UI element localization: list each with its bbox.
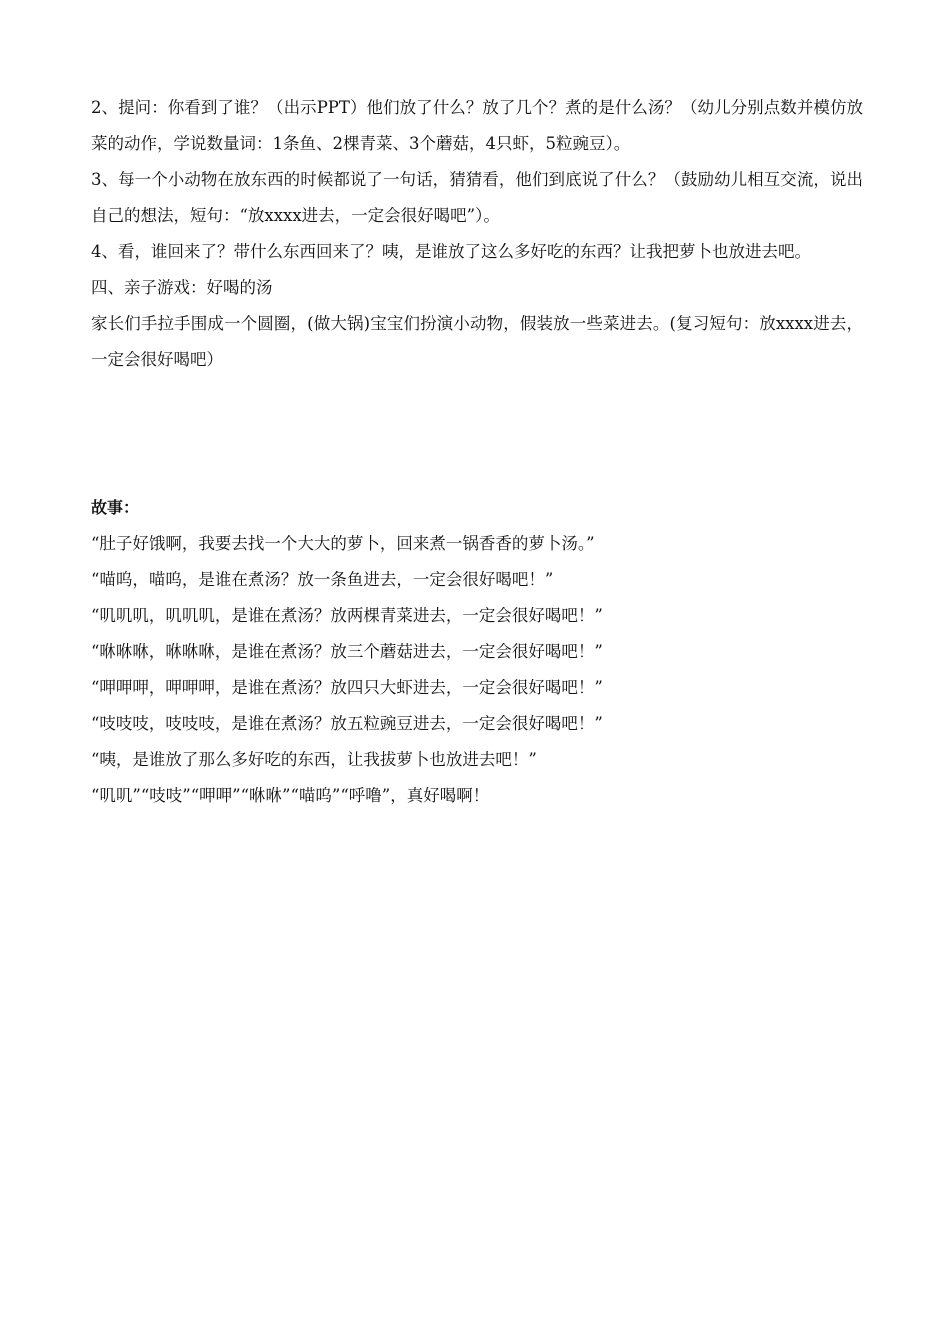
- story-line: “呷呷呷，呷呷呷，是谁在煮汤？放四只大虾进去，一定会很好喝吧！”: [91, 678, 603, 697]
- lesson-steps: [91, 90, 863, 378]
- story-section: [91, 490, 863, 814]
- step-4-return: 4、看，谁回来了？带什么东西回来了？咦，是谁放了这么多好吃的东西？让我把萝卜也放进去吧。: [91, 242, 811, 261]
- story-line: “叽叽叽，叽叽叽，是谁在煮汤？放两棵青菜进去，一定会很好喝吧！”: [91, 606, 603, 625]
- story-line: “咦，是谁放了那么多好吃的东西，让我拔萝卜也放进去吧！”: [91, 750, 537, 769]
- story-title: 故事：: [91, 498, 140, 517]
- section-4-body: 家长们手拉手围成一个圆圈，(做大锅)宝宝们扮演小动物，假装放一些菜进去。(复习短句：放xxxx进去，一定会很好喝吧）: [91, 314, 863, 369]
- story-line: “吱吱吱，吱吱吱，是谁在煮汤？放五粒豌豆进去，一定会很好喝吧！”: [91, 714, 603, 733]
- step-2-question: 2、提问：你看到了谁？（出示PPT）他们放了什么？放了几个？煮的是什么汤？（幼儿分别点数并模仿放菜的动作，学说数量词：1条鱼、2棵青菜、3个蘑菇，4只虾，5粒豌豆）。: [91, 98, 863, 153]
- story-line: “肚子好饿啊，我要去找一个大大的萝卜，回来煮一锅香香的萝卜汤。”: [91, 534, 595, 553]
- story-line: “咻咻咻，咻咻咻，是谁在煮汤？放三个蘑菇进去，一定会很好喝吧！”: [91, 642, 603, 661]
- story-line: “叽叽”“吱吱”“呷呷”“咻咻”“喵呜”“呼噜”，真好喝啊！: [91, 786, 490, 805]
- section-4-title: 四、亲子游戏：好喝的汤: [91, 278, 273, 297]
- story-line: “喵呜，喵呜，是谁在煮汤？放一条鱼进去，一定会很好喝吧！”: [91, 570, 554, 589]
- step-3-guess: 3、每一个小动物在放东西的时候都说了一句话，猜猜看，他们到底说了什么？（鼓励幼儿相互交流，说出自己的想法，短句：“放xxxx进去，一定会很好喝吧”）。: [91, 170, 863, 225]
